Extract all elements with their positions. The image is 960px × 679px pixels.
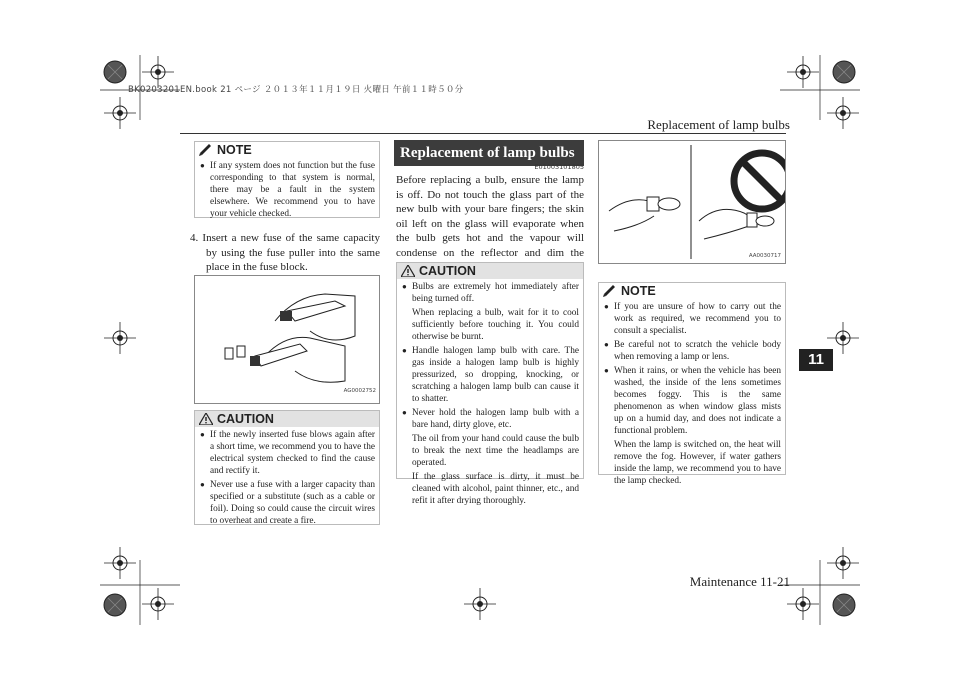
caution-item: When replacing a bulb, wait for it to cool sufficiently before touching it. You could otherwise be burnt. [412,308,579,342]
caution-title-text: CAUTION [419,264,476,278]
caution-title [195,411,379,427]
fuse-puller-illustration [195,276,379,403]
section-code: E01003101805 [534,163,584,171]
note-item: ● If you are unsure of how to carry out the work as required, we recommend you to consult a specialist. [599,299,785,337]
note-box-right [598,282,786,486]
intro-text: Before replacing a bulb, ensure the lamp is off. Do not touch the glass part of the new bulb with your bare fingers; the skin oil left on the glass will evaporate when the bulb gets hot and the vapour will condense on the reflector and dim the [396,174,584,259]
step-4: 4. Insert a new fuse of the same capacity by using the fuse puller into the same place in the fuse block. [190,232,380,273]
running-title: Replacement of lamp bulbs [647,117,790,132]
section-heading: Replacement of lamp bulbs [394,140,584,166]
caution-item: If the glass surface is dirty, it must be cleaned with alcohol, paint thinner, etc., and refit it after drying thoroughly. [412,472,579,506]
bulb-handling-figure [598,140,786,264]
caution-title [397,263,583,279]
header-rule [180,133,786,134]
caution-title-text: CAUTION [217,412,274,426]
note-item: ● Be careful not to scratch the vehicle body when removing a lamp or lens. [599,337,785,363]
caution-box-middle [396,262,584,506]
caution-item: ● If the newly inserted fuse blows again after a short time, we recommend you to have the electrical system checked to find the cause and rectify it. [195,427,379,477]
note-item: ● When it rains, or when the vehicle has been washed, the inside of the lens sometimes becomes foggy. This is the same phenomenon as when window glass mists up on a humid day, and does not indicate a functional problem. [599,363,785,437]
pencil-icon [603,285,617,297]
caution-item: ● Bulbs are extremely hot immediately after being turned off. [397,279,583,305]
pencil-icon [199,144,213,156]
caution-item: ● Handle halogen lamp bulb with care. The gas inside a halogen lamp bulb is highly pressurized, so dropping, knocking, or scratching a halogen lamp bulb can cause it to shatter. [397,343,583,405]
caution-item: ● Never use a fuse with a larger capacity than specified or a substitute (such as a cable or foil). Doing so could cause the circuit wires to overheat and create a fire. [195,477,379,527]
chapter-tab: 11 [799,349,833,371]
note-title-text: NOTE [621,284,656,298]
note-title [599,283,785,299]
warning-icon [199,413,213,425]
note-title-text: NOTE [217,143,252,157]
fuse-puller-figure [194,275,380,404]
caution-item: ● Never hold the halogen lamp bulb with a bare hand, dirty glove, etc. [397,405,583,431]
note-item: When the lamp is switched on, the heat will remove the fog. However, if water gathers inside the lamp, we recommend you to have the lamp checked. [614,440,781,486]
caution-item: The oil from your hand could cause the bulb to break the next time the headlamps are operated. [412,434,579,468]
caution-box-left [194,410,380,525]
figure-code: AA0030717 [748,253,781,259]
printer-line: BK0203201EN.book 21 ページ ２０１３年１１月１９日 火曜日 午前１１時５０分 [128,85,464,95]
note-item: ● If any system does not function but the fuse corresponding to that system is normal, there may be a fault in the system elsewhere. We recommend you to have your vehicle checked. [195,158,379,220]
page-number: Maintenance 11-21 [689,574,790,589]
bulb-handling-illustration [599,141,785,263]
note-title [195,142,379,158]
warning-icon [401,265,415,277]
note-box-left [194,141,380,218]
figure-code: AG0002752 [343,388,376,394]
